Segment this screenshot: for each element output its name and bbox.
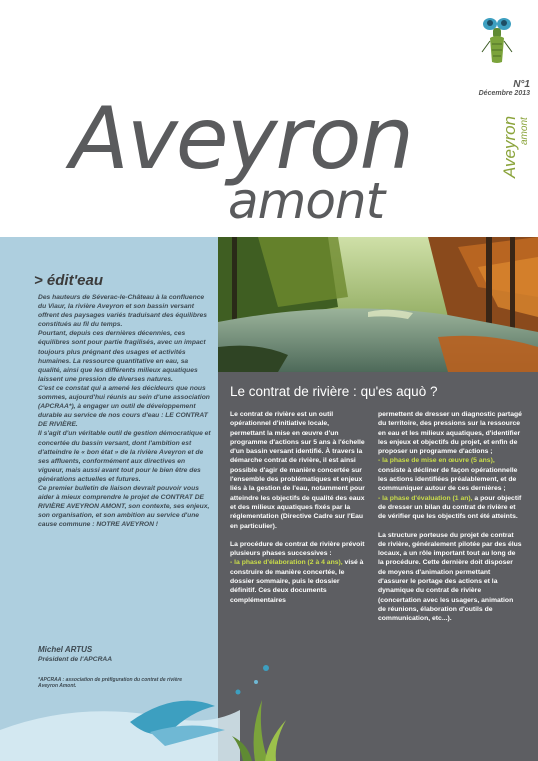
- river-photo: [218, 237, 538, 372]
- side-logo: [497, 100, 531, 180]
- edito-paragraph: Il s'agit d'un véritable outil de gestion démocratique et concertée du bassin versant, dont l'ambition est d'atteindre le « bon état » de la rivière Aveyron et de ses affluents, conformément aux directives en vigueur, mais aussi avant tout pour le bien être des générations actuelles et futures.: [38, 430, 211, 483]
- footnote: *APCRAA : association de préfiguration du contrat de rivière Aveyron Amont.: [38, 677, 183, 690]
- phases-intro: La procédure de contrat de rivière prévoit plusieurs phases successives :: [230, 540, 365, 558]
- side-logo-main: Aveyron: [500, 115, 519, 178]
- article-column-left: [230, 410, 366, 614]
- article-paragraph: Le contrat de rivière est un outil opérationnel d'initiative locale, permettant la mise en œuvre d'un programme d'actions sur 5 ans à l'échelle d'un bassin versant identifié. À travers la démarche contrat de rivière, il est ainsi possible d'agir de manière concertée sur l'ensemble des problématiques et enjeux liés à la gestion de l'eau, notamment pour atteindre les objectifs de qualité des eaux et des milieux aquatiques fixés par la réglementation (Directive Cadre sur l'Eau en particulier).: [230, 411, 365, 530]
- edito-paragraph: Des hauteurs de Séverac-le-Château à la confluence du Viaur, la rivière Aveyron et son bassin versant offrent des paysages variés traduisant des équilibres constitués au fil du temps.: [38, 294, 207, 329]
- edito-paragraph: C'est ce constat qui a amené les décideurs que nous sommes, aujourd'hui réunis au sein d'une association (APCRAA*), à engager un outil de développement durable au service de nos cours d'eau : LE CONTRAT DE RIVIÈRE.: [38, 384, 210, 429]
- signature-role: Président de l'APCRAA: [38, 656, 113, 663]
- phase-elaboration-text: visé à construire de manière concertée, le dossier sommaire, puis le dossier définitif. Ces deux documents complémentaires: [230, 559, 364, 604]
- edito-text: [38, 293, 212, 529]
- signature-name: Michel ARTUS: [38, 645, 93, 654]
- article-paragraph: [230, 540, 366, 605]
- phase-elaboration-label: - la phase d'élaboration (2 à 4 ans),: [230, 559, 343, 567]
- phase-mise-en-oeuvre-text: consiste à décliner de façon opérationnelle les actions identifiées préalablement, et de communiquer autour de ces dernières ;: [378, 466, 518, 493]
- phase-evaluation-text: a pour objectif de dresser un bilan du contrat de rivière et de vérifier que les objectifs ont été atteints.: [378, 494, 522, 521]
- diagnostic-text: permettent de dresser un diagnostic partagé du territoire, des pressions sur la ressource en eau et les milieux aquatiques, d'identifier les enjeux et objectifs du projet, et enfin de proposer un programme d'actions ;: [378, 411, 522, 456]
- article-paragraph: La structure porteuse du projet de contrat de rivière, généralement pilotée par des élus locaux, a un rôle important tout au long de la procédure. Cette dernière doit disposer de moyens d'animation permettant d'assurer le portage des actions et la dynamique du contrat de rivière (concertation avec les usagers, animation de réunions, élaboration d'outils de communication, etc...).: [378, 531, 522, 623]
- phase-mise-en-oeuvre-label: - la phase de mise en œuvre (5 ans),: [378, 457, 495, 465]
- edito-paragraph: Ce premier bulletin de liaison devrait pouvoir vous aider à mieux comprendre le projet de CONTRAT DE RIVIÈRE AVEYRON AMONT, son contexte, ses enjeux, son organisation, et son ambition au service d'une cause commune : NOTRE AVEYRON !: [38, 484, 210, 529]
- page-title: Aveyron: [70, 89, 413, 189]
- article-paragraph: [378, 410, 522, 522]
- dragonfly-logo-icon: [478, 14, 516, 64]
- edito-paragraph: Pourtant, depuis ces dernières décennies, ces équilibres sont pour partie fragilisés, avec un impact toujours plus prégnant des usages et activités humaines. La ressource quantitative en eau, sa qualité, ainsi que les différents milieux aquatiques laissent une pression de diverses natures.: [38, 330, 206, 383]
- side-logo-sub: amont: [519, 117, 530, 145]
- phase-evaluation-label: - la phase d'évaluation (1 an),: [378, 494, 473, 502]
- page-subtitle: amont: [228, 172, 385, 230]
- issue-date: Décembre 2013: [478, 90, 530, 97]
- issue-number: N°1: [513, 79, 530, 90]
- water-wave-decoration: [0, 660, 290, 761]
- article-column-right: [378, 410, 522, 633]
- article-title: Le contrat de rivière : qu'es aquò ?: [230, 384, 438, 399]
- edito-title: > édit'eau: [34, 272, 104, 289]
